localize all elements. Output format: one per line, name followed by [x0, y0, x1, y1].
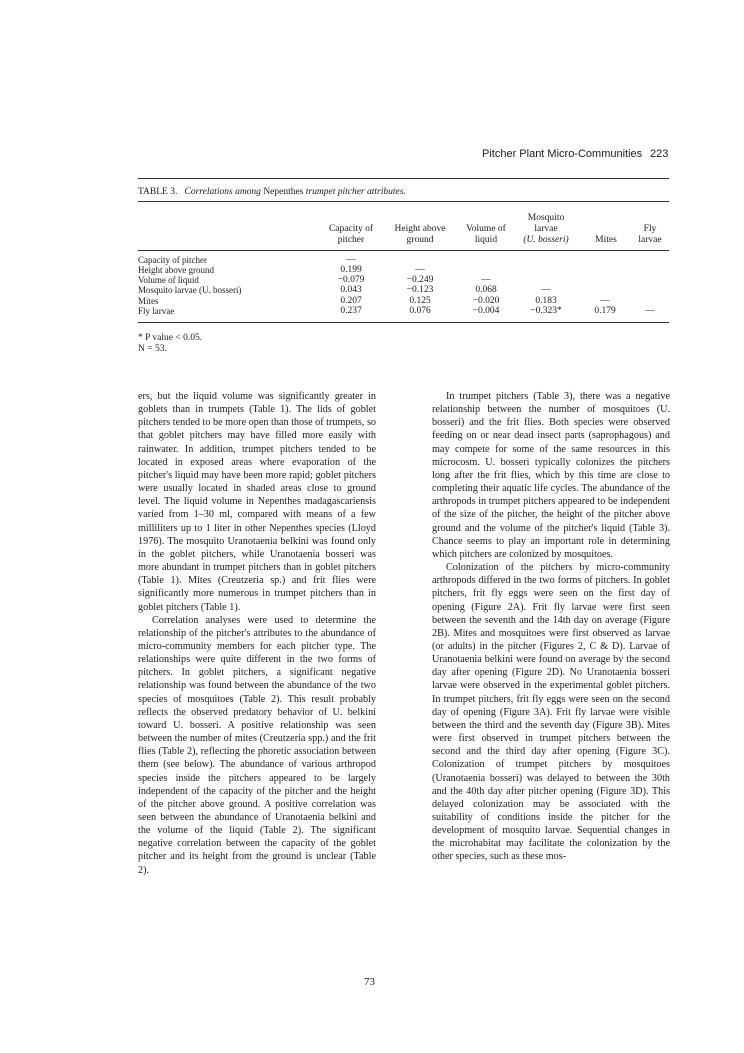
- table-label: TABLE 3.: [138, 187, 178, 197]
- right-column: [432, 390, 670, 864]
- table-cell: —: [415, 265, 425, 275]
- paragraph: ers, but the liquid volume was significantly greater in goblets than in trumpets (Table 1). The lids of goblet pitchers tended to be more open than those of trumpets, so that goblet pitchers may have filled more easily with rainwater. In addition, trumpet pitchers tended to be located in exposed areas where evaporation of the pitcher's liquid may have been more rapid; goblet pitchers were usually located in shaded areas close to ground level. The liquid volume in Nepenthes madagascariensis varied from 1–30 ml, compared with means of a few milliliters up to 1 liter in other Nepenthes species (Lloyd 1976). The mosquito Uranotaenia belkini was found only in the goblet pitchers, while Uranotaenia bosseri was more abundant in trumpet pitchers than in goblet pitchers (Table 1). Mites (Creutzeria sp.) and frit flies were significantly more numerous in trumpet pitchers than in goblet pitchers (Table 1).: [138, 391, 376, 613]
- row-label: Mites: [138, 296, 159, 306]
- table-cell: 0.068: [475, 285, 497, 295]
- table-cell: 0.125: [409, 296, 431, 306]
- column-header-line: liquid: [474, 235, 498, 245]
- table-cell: 0.199: [340, 265, 362, 275]
- table-cell: —: [600, 296, 610, 306]
- column-header-line: Mosquito: [527, 213, 565, 223]
- column-header-fly: [630, 224, 670, 246]
- left-column: [138, 390, 376, 877]
- running-head-title: Pitcher Plant Micro-Communities: [482, 148, 643, 160]
- table-bottom-rule: [138, 322, 669, 323]
- table-footnote: N = 53.: [138, 344, 167, 354]
- table-cell: —: [645, 306, 655, 316]
- column-header-line: Fly: [643, 224, 657, 234]
- table-cell: 0.043: [340, 285, 362, 295]
- page-number: 73: [364, 976, 375, 988]
- paragraph: In trumpet pitchers (Table 3), there was a negative relationship between the number of mosquitoes (U. bosseri) and the frit flies. Both species were observed feeding on or near dead insect parts (saprophagous) and may compete for some of the same resources in this microcosm. U. bosseri typically colonizes the pitchers long after the frit flies, which by this time are close to completing their aquatic life cycles. The abundance of the arthropods in trumpet pitchers appeared to be independent of the size of the pitcher, the height of the pitcher above ground and the volume of the pitcher's liquid (Table 3). Chance seems to play an important role in determining which pitchers are colonized by mosquitoes.: [432, 391, 670, 560]
- table-cell: —: [541, 285, 551, 295]
- table-cell: −0.004: [472, 306, 500, 316]
- table-cell: 0.207: [340, 296, 362, 306]
- column-header-capacity: [316, 224, 386, 246]
- running-head-page: 223: [650, 148, 669, 160]
- table-caption: [138, 187, 406, 197]
- table-cell: —: [346, 255, 356, 265]
- table-caption-genus: Nepenthes: [263, 187, 304, 197]
- table-caption-part-3: trumpet pitcher attributes.: [303, 187, 406, 197]
- column-header-height: [384, 224, 456, 246]
- column-header-line: Mites: [595, 235, 617, 245]
- table-caption-rule: [138, 201, 669, 202]
- table-cell: −0.323*: [530, 306, 562, 316]
- table-top-rule: [138, 178, 669, 179]
- column-header-mosquito: [510, 213, 582, 246]
- table-cell: 0.237: [340, 306, 362, 316]
- paragraph: Correlation analyses were used to determine the relationship of the pitcher's attributes to the abundance of micro-community members for each pitcher type. The relationships were quite different in the two forms of pitchers. In goblet pitchers, a significant negative relationship was found between the abundance of the two species of mosquitoes (Table 2). This result probably reflects the observed predatory behavior of U. belkini toward U. bosseri. A positive relationship was seen between the number of mites (Creutzeria spp.) and the frit flies (Table 2), reflecting the phoretic association between them (see below). The abundance of various arthropod species inside the pitchers appeared to be largely independent of the capacity of the pitcher and the height of the pitcher above ground. A positive correlation was seen between the abundance of Uranotaenia belkini and the volume of the liquid (Table 2). The significant negative correlation between the capacity of the goblet pitcher and its height from the ground is unclear (Table 2).: [138, 614, 376, 876]
- table-caption-part-1: Correlations among: [184, 187, 264, 197]
- table-cell: 0.179: [594, 306, 616, 316]
- column-header-line: Height above: [394, 224, 446, 234]
- column-header-line: (U. bosseri): [523, 235, 569, 245]
- table-footnote: * P value < 0.05.: [138, 333, 203, 343]
- column-header-line: Capacity of: [328, 224, 374, 234]
- row-label: Fly larvae: [138, 306, 175, 316]
- table-cell: 0.183: [535, 296, 557, 306]
- column-header-volume: [456, 224, 516, 246]
- column-header-line: larvae: [534, 224, 558, 234]
- column-header-line: pitcher: [337, 235, 365, 245]
- table-cell: −0.020: [472, 296, 500, 306]
- table-header-rule: [138, 250, 669, 251]
- row-label: Mosquito larvae (U. bosseri): [138, 285, 242, 295]
- table-cell: −0.079: [337, 275, 365, 285]
- paragraph: Colonization of the pitchers by micro-community arthropods differed in the two forms of pitchers. In goblet pitchers, frit fly eggs were seen on the first day of opening (Figure 2A). Frit fly larvae were first seen between the seventh and the 14th day on average (Figure 2B). Mites and mosquitoes were first observed as larvae (or adults) in the pitcher (Figures 2, C & D). Larvae of Uranotaenia belkini were found on average by the second day after opening (Figure 2D). No Uranotaenia bosseri larvae were observed in the experimental goblet pitchers. In trumpet pitchers, frit fly eggs were seen on the second day of opening (Figure 3A). Frit fly larvae were visible between the third and the seventh day (Figure 3B). Mites were first observed in trumpet pitchers between the second and the third day after opening (Figure 3C). Colonization of trumpet pitchers by mosquitoes (Uranotaenia bosseri) was delayed to between the 30th and the 40th day after pitcher opening (Figure 3D). This delayed colonization may be associated with the suitability of conditions inside the pitcher for the development of mosquito larvae. Sequential changes in the microhabitat may facilitate the colonization by the other species, such as these mos-: [432, 562, 670, 863]
- table-cell: −0.249: [406, 275, 434, 285]
- table-cell: —: [481, 275, 491, 285]
- column-header-line: larvae: [638, 235, 662, 245]
- row-label: Volume of liquid: [138, 275, 199, 285]
- row-label: Height above ground: [138, 265, 214, 275]
- table-cell: 0.076: [409, 306, 431, 316]
- column-header-mites: [586, 235, 626, 246]
- column-header-line: Volume of: [466, 224, 506, 234]
- table-cell: −0.123: [406, 285, 434, 295]
- row-label: Capacity of pitcher: [138, 255, 207, 265]
- column-header-line: ground: [406, 235, 434, 245]
